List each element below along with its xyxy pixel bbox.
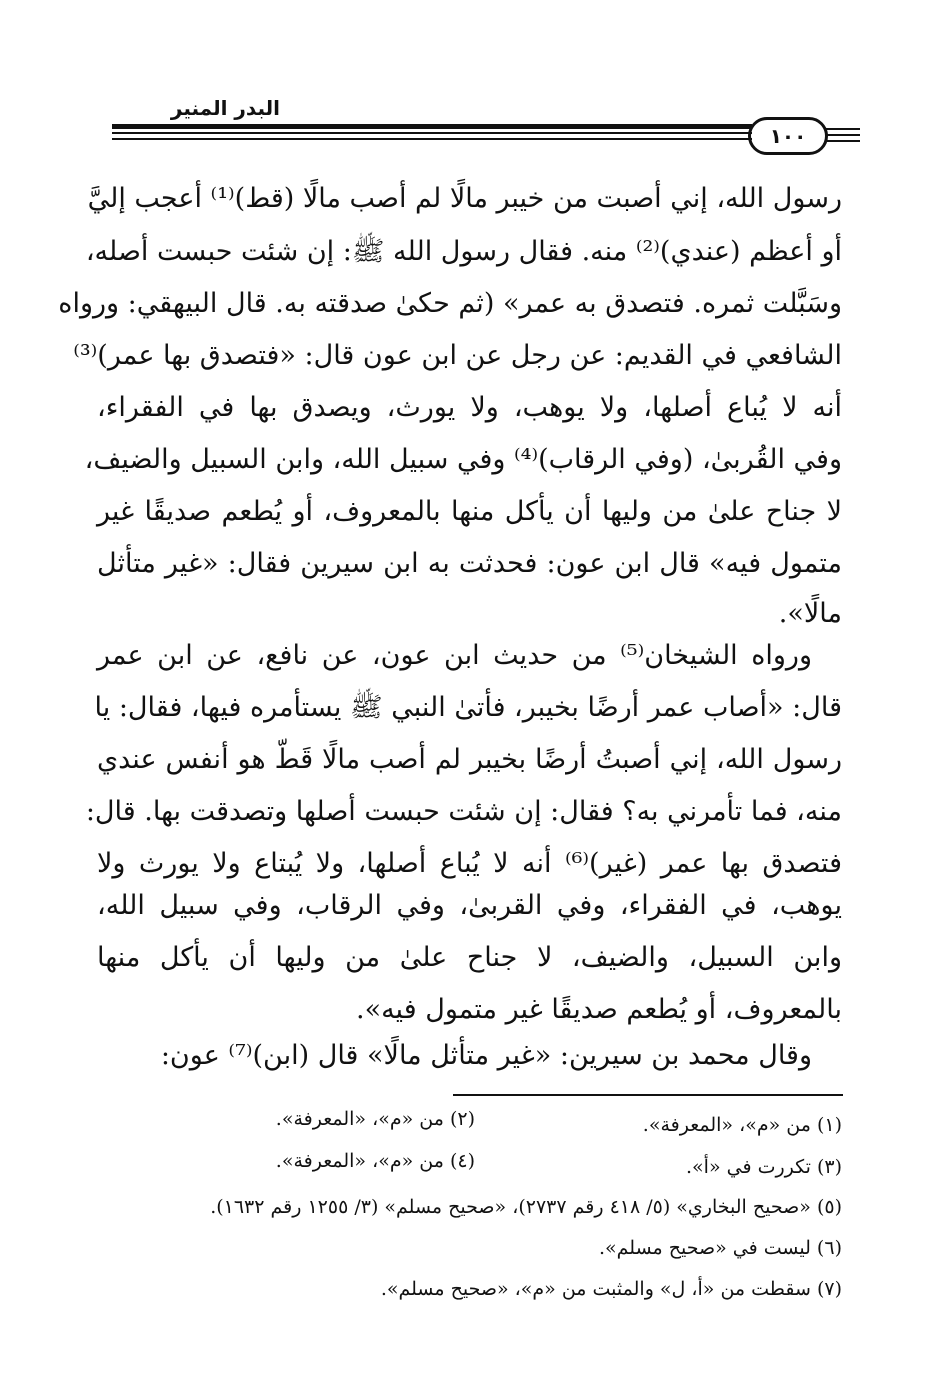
text-line: وابن السبيل، والضيف، لا جناح علىٰ من وليها أن يأكل منها [97,942,842,973]
header-rule-thin [112,138,752,140]
page-number-ornament [826,134,860,136]
text-line: بالمعروف، أو يُطعم صديقًا غير متمول فيه». [355,994,842,1025]
text-line: منه، فما تأمرني به؟ فقال: إن شئت حبست أصلها وتصدقت بها. قال: [85,796,842,827]
header-rule-thin [112,132,752,134]
footnote: (٤) من «م»، «المعرفة». [275,1150,475,1172]
text-line: وسَبَّلت ثمره. فتصدق به عمر» (ثم حكىٰ صدقته به. قال البيهقي: ورواه [58,288,842,319]
running-header-title: البدر المنير [170,96,280,120]
footnote: (٢) من «م»، «المعرفة». [275,1108,475,1130]
paragraph-first-line: وقال محمد بن سيرين: «غير متأثل مالًا» قال (ابن)⁽⁷⁾ عون: [160,1040,812,1071]
text-line: لا جناح علىٰ من وليها أن يأكل منها بالمعروف، أو يُطعم صديقًا غير [97,496,842,527]
page-number-ornament [826,140,860,142]
page-number-ornament [826,128,860,130]
paragraph-first-line: ورواه الشيخان⁽⁵⁾ من حديث ابن عون، عن نافع، عن ابن عمر [97,640,812,671]
text-line: أنه لا يُباع أصلها، ولا يوهب، ولا يورث، ويصدق بها في الفقراء، [97,392,842,423]
header-rule-thick [112,124,752,129]
text-line: أو أعظم (عندي)⁽²⁾ منه. فقال رسول الله ﷺ: إن شئت حبست أصله، [85,236,842,267]
footnote-separator [453,1094,843,1096]
footnote: (١) من «م»، «المعرفة». [642,1114,842,1136]
footnote: (٣) تكررت في «أ». [686,1156,842,1178]
text-line: رسول الله، إني أصبت من خيبر مالًا لم أصب مالًا (قط)⁽¹⁾ أعجب إليَّ [87,183,842,214]
page-number: ١٠٠ [748,117,828,155]
text-line: الشافعي في القديم: عن رجل عن ابن عون قال: «فتصدق بها عمر)⁽³⁾ [73,340,842,371]
text-line: وفي القُربىٰ، (وفي الرقاب)⁽⁴⁾ وفي سبيل الله، وابن السبيل والضيف، [84,444,842,475]
text-line: متمول فيه» قال ابن عون: فحدثت به ابن سيرين فقال: «غير متأثل [97,548,842,579]
text-line: مالًا». [778,598,842,629]
footnote: (٦) ليست في «صحيح مسلم». [598,1237,842,1259]
text-line: يوهب، في الفقراء، وفي القربىٰ، وفي الرقاب، وفي سبيل الله، [97,890,842,921]
text-line: قال: «أصاب عمر أرضًا بخيبر، فأتىٰ النبي ﷺ يستأمره فيها، فقال: يا [94,692,842,723]
text-line: رسول الله، إني أصبتُ أرضًا بخيبر لم أصب مالًا قَطّ هو أنفس عندي [97,744,842,775]
text-line: فتصدق بها عمر (غير)⁽⁶⁾ أنه لا يُباع أصلها، ولا يُبتاع ولا يورث ولا [97,848,842,879]
footnote: (٥) «صحيح البخاري» (٥/ ٤١٨ رقم ٢٧٣٧)، «صحيح مسلم» (٣/ ١٢٥٥ رقم ١٦٣٢). [210,1196,842,1218]
footnote: (٧) سقطت من «أ، ل» والمثبت من «م»، «صحيح مسلم». [380,1278,842,1300]
